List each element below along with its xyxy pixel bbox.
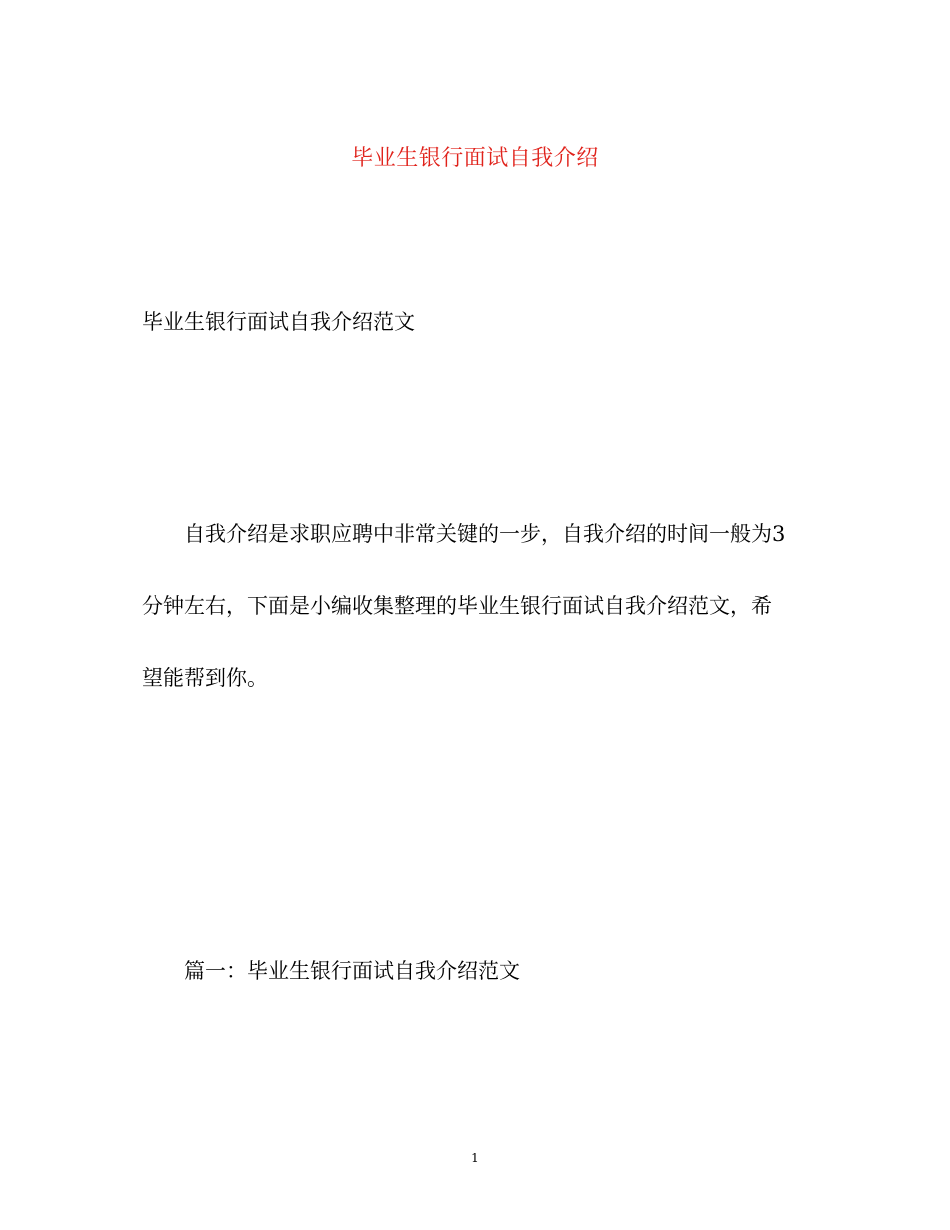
intro-paragraph [142,519,822,735]
document-subtitle: 毕业生银行面试自我介绍范文 [142,310,415,334]
intro-line: 自我介绍是求职应聘中非常关键的一步，自我介绍的时间一般为3 [184,522,786,546]
document-title: 毕业生银行面试自我介绍 [351,146,599,171]
intro-line: 望能帮到你。 [142,666,268,690]
section-heading: 篇一：毕业生银行面试自我介绍范文 [184,959,520,983]
page-number: 1 [471,1151,479,1165]
intro-line: 分钟左右，下面是小编收集整理的毕业生银行面试自我介绍范文，希 [142,594,772,618]
